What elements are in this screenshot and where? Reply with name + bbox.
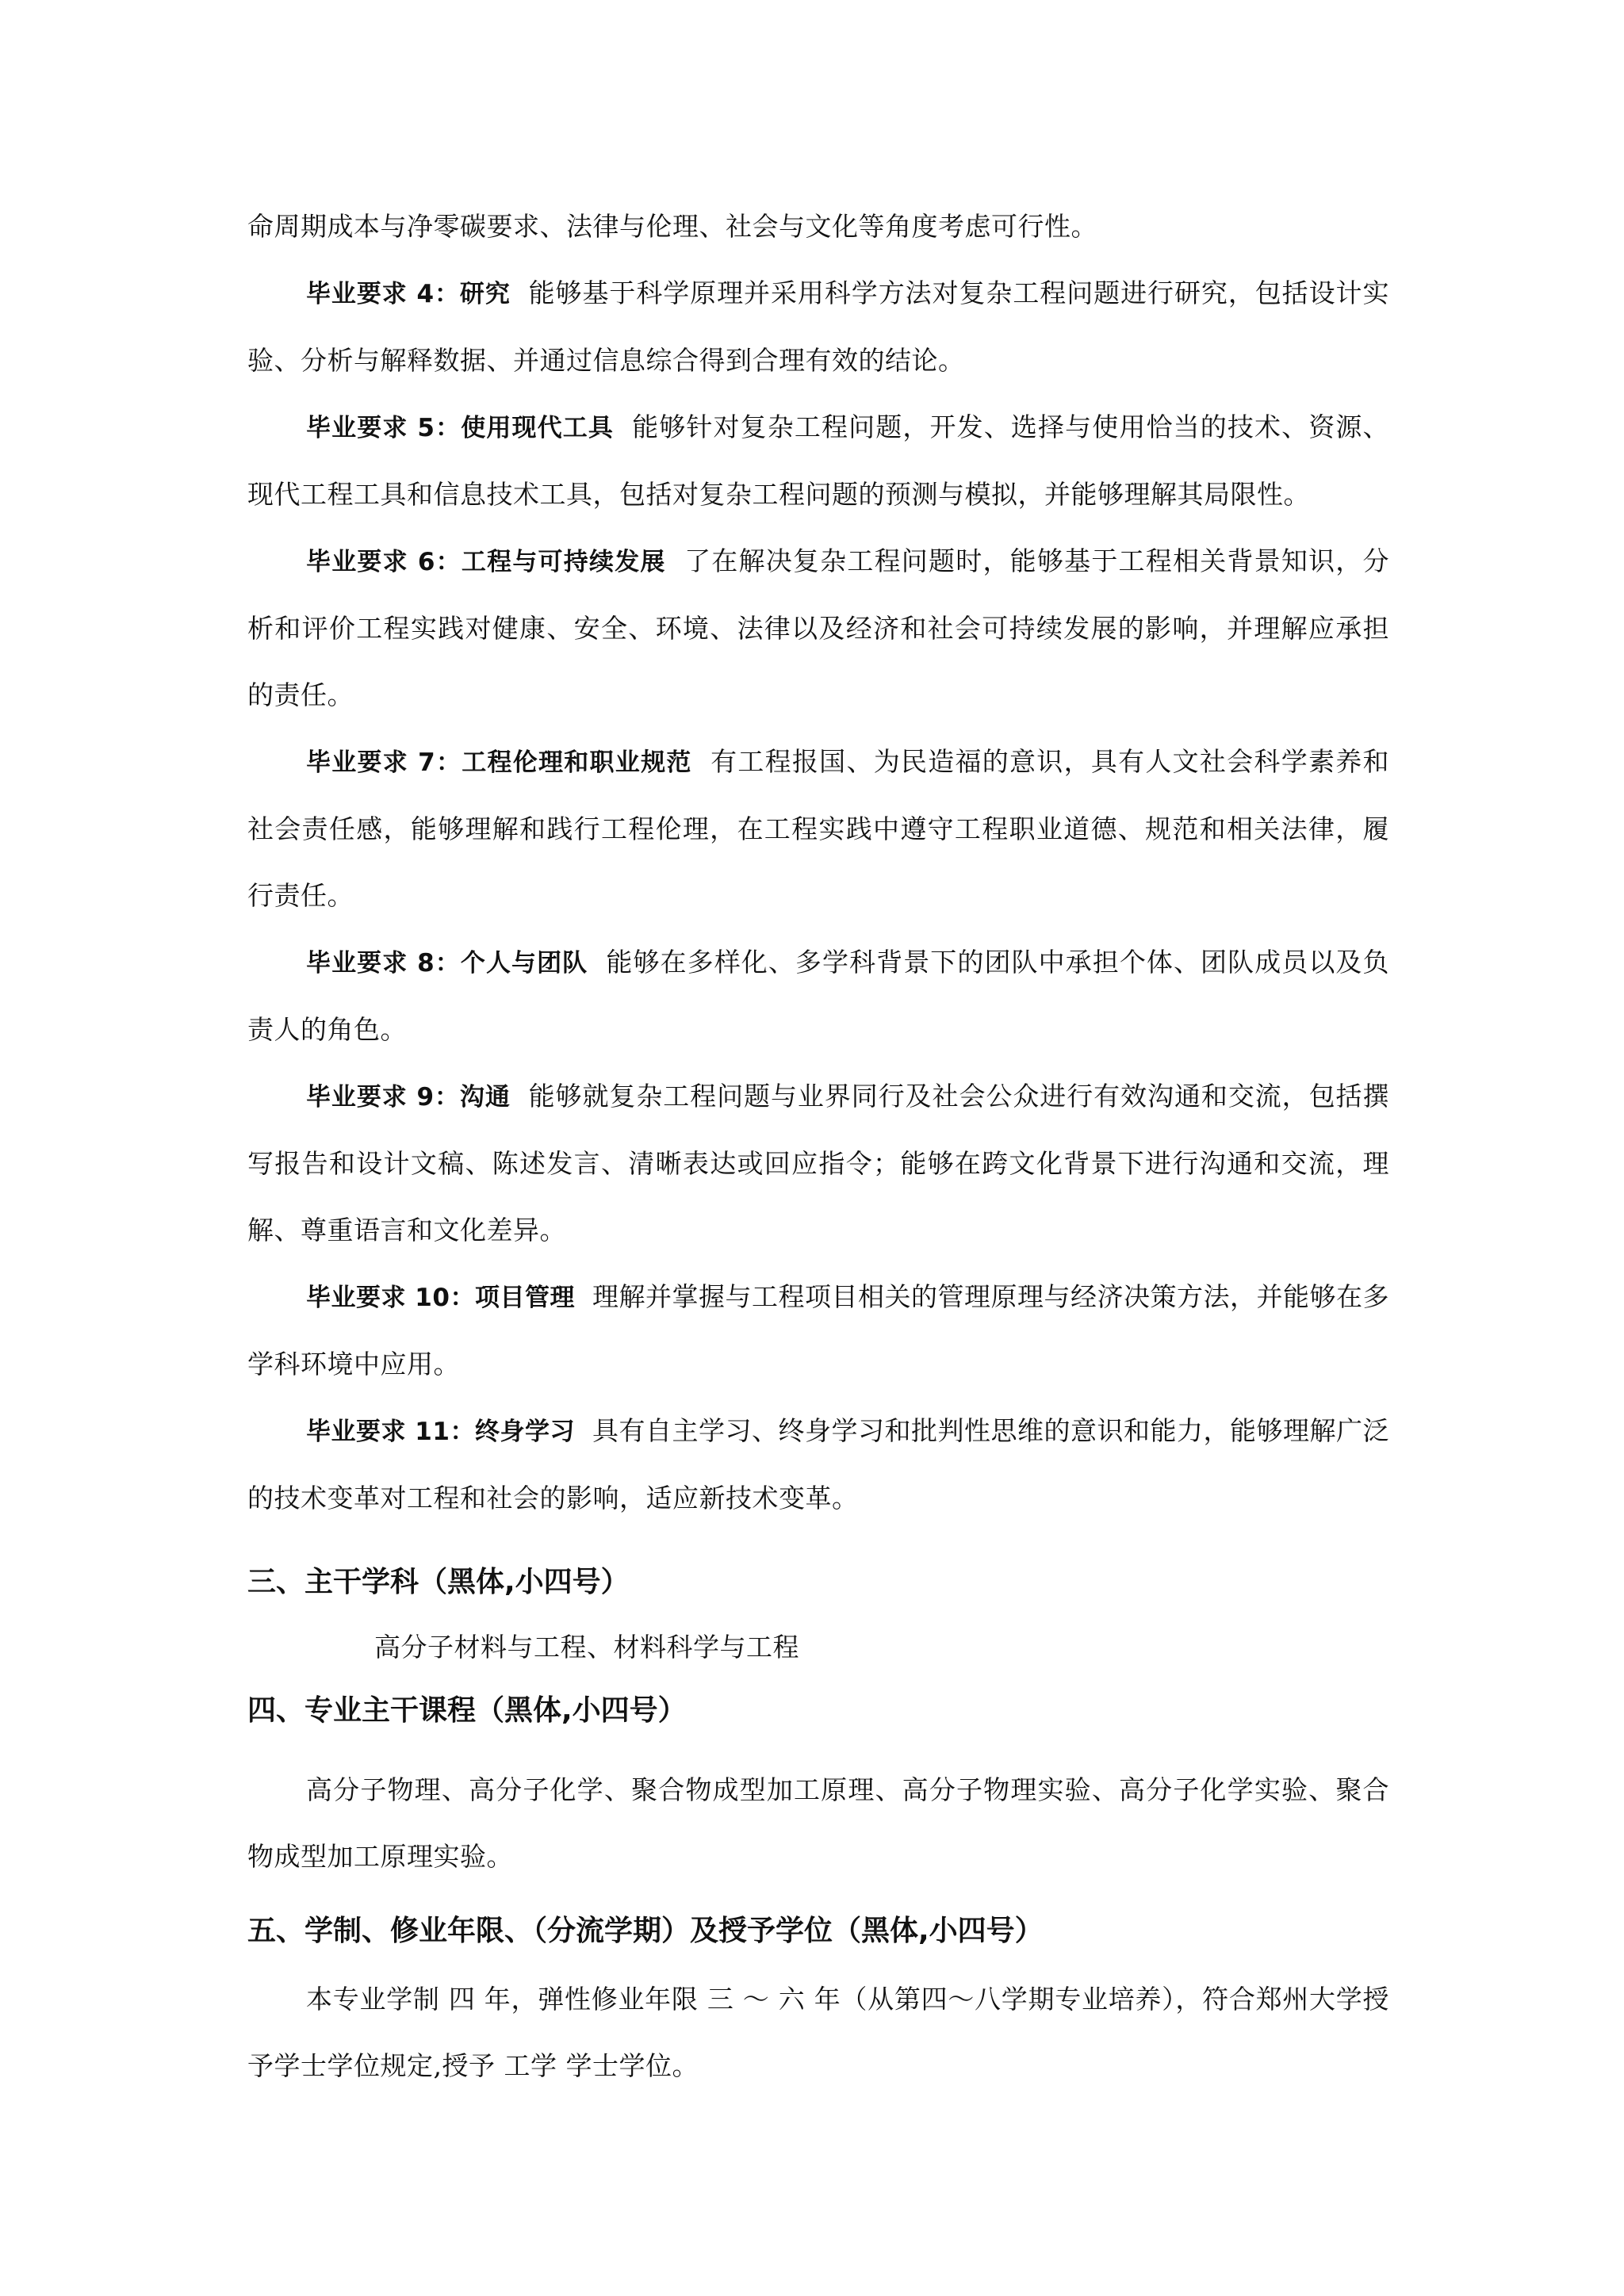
requirement-title: 毕业要求 10：项目管理 [306,1284,575,1312]
degree-content: 本专业学制 四 年，弹性修业年限 三 ～ 六 年（从第四～八学期专业培养），符合郑州大学授予学士学位规定,授予 工学 学士学位。 [247,1984,1389,2081]
requirement-8 [247,929,1389,1063]
requirement-title: 毕业要求 5：使用现代工具 [306,414,614,442]
requirement-11 [247,1398,1389,1532]
requirement-text: 能够就复杂工程问题与业界同行及社会公众进行有效沟通和交流，包括撰写报告和设计文稿、陈述发言、清晰表达或回应指令；能够在跨文化背景下进行沟通和交流，理解、尊重语言和文化差异。 [247,1081,1389,1246]
requirement-5 [247,394,1389,528]
core-courses-block [247,1757,1389,1890]
requirement-title: 毕业要求 8：个人与团队 [306,949,588,978]
intro-paragraph: 命周期成本与净零碳要求、法律与伦理、社会与文化等角度考虑可行性。 [247,211,1097,242]
core-courses-content: 高分子物理、高分子化学、聚合物成型加工原理、高分子物理实验、高分子化学实验、聚合物成型加工原理实验。 [247,1774,1389,1872]
requirement-text: 了在解决复杂工程问题时，能够基于工程相关背景知识，分析和评价工程实践对健康、安全、环境、法律以及经济和社会可持续发展的影响，并理解应承担的责任。 [247,545,1390,710]
requirement-title: 毕业要求 4：研究 [306,280,511,308]
requirement-title: 毕业要求 11：终身学习 [306,1418,575,1446]
requirement-title: 毕业要求 9：沟通 [306,1083,511,1112]
requirement-4 [247,260,1389,394]
section-heading-main-discipline: 三、主干学科（黑体,小四号） [247,1566,630,1598]
requirement-text: 能够在多样化、多学科背景下的团队中承担个体、团队成员以及负责人的角色。 [247,947,1390,1045]
requirement-9 [247,1063,1389,1264]
degree-block [247,1966,1389,2099]
requirement-7 [247,729,1389,929]
requirement-text: 具有自主学习、终身学习和批判性思维的意识和能力，能够理解广泛的技术变革对工程和社会的影响，适应新技术变革。 [247,1415,1389,1513]
section-heading-degree: 五、学制、修业年限、（分流学期）及授予学位（黑体,小四号） [247,1915,1044,1947]
requirement-title: 毕业要求 6：工程与可持续发展 [306,548,666,576]
section-heading-core-courses: 四、专业主干课程（黑体,小四号） [247,1694,687,1727]
requirement-6 [247,528,1389,729]
main-discipline-content: 高分子材料与工程、材料科学与工程 [374,1632,799,1663]
requirement-text: 能够基于科学原理并采用科学方法对复杂工程问题进行研究，包括设计实验、分析与解释数据、并通过信息综合得到合理有效的结论。 [247,277,1389,376]
requirement-text: 理解并掌握与工程项目相关的管理原理与经济决策方法，并能够在多学科环境中应用。 [247,1281,1389,1380]
requirement-10 [247,1264,1389,1398]
requirement-title: 毕业要求 7：工程伦理和职业规范 [306,748,692,777]
body-text [247,193,1389,1532]
requirement-text: 有工程报国、为民造福的意识，具有人文社会科学素养和社会责任感，能够理解和践行工程伦理，在工程实践中遵守工程职业道德、规范和相关法律，履行责任。 [247,746,1389,911]
requirement-text: 能够针对复杂工程问题，开发、选择与使用恰当的技术、资源、现代工程工具和信息技术工具，包括对复杂工程问题的预测与模拟，并能够理解其局限性。 [247,411,1389,510]
